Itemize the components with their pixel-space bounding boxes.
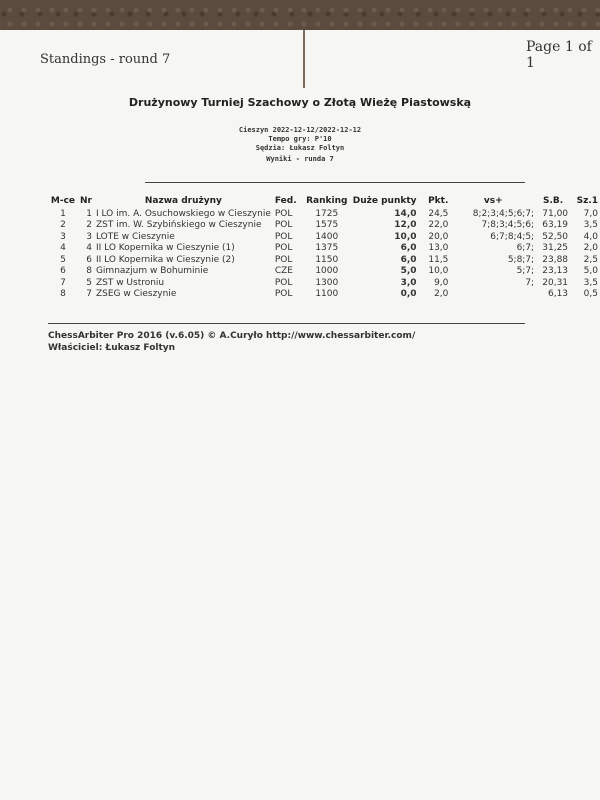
table-row bbox=[48, 243, 600, 255]
cell-sz: 0,5 bbox=[583, 289, 598, 300]
cell-ranking: 1100 bbox=[315, 289, 339, 300]
header-sb: S.B. bbox=[542, 196, 564, 206]
cell-vs: 7;8;3;4;5;6; bbox=[481, 220, 535, 231]
cell-sz: 5,0 bbox=[583, 266, 598, 277]
cell-mce: 8 bbox=[60, 289, 66, 300]
results-sheet bbox=[0, 30, 600, 800]
cell-sb: 23,13 bbox=[542, 266, 569, 277]
cell-ranking: 1575 bbox=[315, 220, 339, 231]
judge: Sędzia: Łukasz Foltyn bbox=[255, 144, 345, 152]
cell-name: ZST w Ustroniu bbox=[95, 277, 165, 288]
header-sz: Sz.1 bbox=[576, 196, 598, 206]
cell-pkt: 11,5 bbox=[428, 254, 449, 265]
cell-duze: 6,0 bbox=[400, 254, 417, 265]
cell-vs bbox=[450, 289, 536, 301]
table-row bbox=[48, 277, 600, 289]
cell-fed: POL bbox=[274, 208, 293, 219]
table-row bbox=[48, 220, 600, 232]
tempo: Tempo gry: P'10 bbox=[268, 135, 332, 143]
cell-ranking: 1300 bbox=[315, 277, 339, 288]
cell-sz: 3,5 bbox=[583, 277, 598, 288]
paper-fold bbox=[303, 30, 305, 88]
cell-pkt: 22,0 bbox=[428, 220, 449, 231]
cell-mce: 2 bbox=[60, 220, 66, 231]
header-ranking: Ranking bbox=[306, 196, 348, 206]
cell-name: I LO im. A. Osuchowskiego w Cieszynie bbox=[95, 208, 271, 219]
cell-sb: 6,13 bbox=[547, 289, 569, 300]
cell-pkt: 24,5 bbox=[428, 208, 449, 219]
cell-fed: POL bbox=[274, 277, 293, 288]
cell-fed: CZE bbox=[274, 266, 293, 277]
cell-duze: 10,0 bbox=[394, 231, 417, 242]
cell-duze: 5,0 bbox=[400, 266, 417, 277]
cell-nr: 2 bbox=[86, 220, 92, 231]
cell-sz: 2,0 bbox=[583, 243, 598, 254]
cell-ranking: 1150 bbox=[315, 254, 339, 265]
cell-fed: POL bbox=[274, 254, 293, 265]
cell-vs: 6;7;8;4;5; bbox=[490, 231, 535, 242]
page-number: Page 1 of 1 bbox=[526, 39, 592, 71]
owner-line: Właściciel: Łukasz Foltyn bbox=[48, 343, 176, 353]
cell-mce: 5 bbox=[60, 254, 66, 265]
cell-sb: 63,19 bbox=[542, 220, 569, 231]
cell-vs: 5;8;7; bbox=[507, 254, 535, 265]
cell-pkt: 13,0 bbox=[428, 243, 449, 254]
cell-ranking: 1000 bbox=[315, 266, 339, 277]
cell-nr: 7 bbox=[86, 289, 92, 300]
cell-pkt: 9,0 bbox=[434, 277, 449, 288]
cell-duze: 3,0 bbox=[400, 277, 417, 288]
cell-name: LOTE w Cieszynie bbox=[95, 231, 175, 242]
cell-ranking: 1400 bbox=[315, 231, 339, 242]
cell-sb: 71,00 bbox=[542, 208, 569, 219]
standings-table bbox=[48, 194, 600, 300]
cell-ranking: 1725 bbox=[315, 208, 339, 219]
cell-vs: 8;2;3;4;5;6;7; bbox=[472, 208, 535, 219]
cell-sb: 20,31 bbox=[542, 277, 569, 288]
standings-label: Standings - round 7 bbox=[40, 52, 171, 67]
cell-nr: 8 bbox=[86, 266, 92, 277]
cell-pkt: 10,0 bbox=[428, 266, 449, 277]
bottom-rule bbox=[48, 323, 525, 324]
tournament-title: Drużynowy Turniej Szachowy o Złotą Wieżę Piastowską bbox=[128, 96, 472, 109]
cell-nr: 5 bbox=[86, 277, 92, 288]
top-rule bbox=[145, 182, 525, 183]
cell-pkt: 2,0 bbox=[434, 289, 449, 300]
cell-nr: 3 bbox=[86, 231, 92, 242]
table-row bbox=[48, 208, 600, 220]
cell-duze: 14,0 bbox=[394, 208, 417, 219]
cell-fed: POL bbox=[274, 289, 293, 300]
cell-nr: 4 bbox=[86, 243, 92, 254]
cell-sz: 7,0 bbox=[583, 208, 598, 219]
cell-nr: 6 bbox=[86, 254, 92, 265]
cell-sb: 31,25 bbox=[542, 243, 569, 254]
cell-sz: 4,0 bbox=[583, 231, 598, 242]
cell-sb: 23,88 bbox=[542, 254, 569, 265]
cell-sb: 52,50 bbox=[542, 231, 569, 242]
cell-duze: 12,0 bbox=[394, 220, 417, 231]
cell-pkt: 20,0 bbox=[428, 231, 449, 242]
header-duze: Duże punkty bbox=[352, 196, 417, 206]
cell-ranking: 1375 bbox=[315, 243, 339, 254]
cell-duze: 6,0 bbox=[400, 243, 417, 254]
cell-fed: POL bbox=[274, 243, 293, 254]
cell-fed: POL bbox=[274, 220, 293, 231]
cell-fed: POL bbox=[274, 231, 293, 242]
header-name: Nazwa drużyny bbox=[144, 196, 222, 206]
cell-nr: 1 bbox=[86, 208, 92, 219]
header-nr: Nr bbox=[79, 196, 92, 206]
cell-name: ZSEG w Cieszynie bbox=[95, 289, 177, 300]
cell-mce: 3 bbox=[60, 231, 66, 242]
header-mce: M-ce bbox=[50, 196, 76, 206]
table-row bbox=[48, 231, 600, 243]
cell-name: ZST im. W. Szybińskiego w Cieszynie bbox=[95, 220, 262, 231]
cell-mce: 6 bbox=[60, 266, 66, 277]
cell-sz: 2,5 bbox=[583, 254, 598, 265]
cell-vs: 6;7; bbox=[516, 243, 535, 254]
cell-vs: 7; bbox=[525, 277, 535, 288]
cell-name: II LO Kopernika w Cieszynie (2) bbox=[95, 254, 235, 265]
cell-vs: 5;7; bbox=[516, 266, 535, 277]
table-row bbox=[48, 254, 600, 266]
cell-name: Gimnazjum w Bohuminie bbox=[95, 266, 209, 277]
cell-duze: 0,0 bbox=[400, 289, 417, 300]
header-pkt: Pkt. bbox=[428, 196, 449, 206]
header-vs: vs+ bbox=[483, 196, 503, 206]
header-fed: Fed. bbox=[274, 196, 297, 206]
results-label: Wyniki - runda 7 bbox=[266, 155, 334, 163]
table-row bbox=[48, 289, 600, 301]
table-header-row bbox=[48, 194, 600, 208]
cell-name: II LO Kopernika w Cieszynie (1) bbox=[95, 243, 235, 254]
cell-mce: 1 bbox=[60, 208, 66, 219]
place-dates: Cieszyn 2022-12-12/2022-12-12 bbox=[238, 126, 362, 134]
software-credit: ChessArbiter Pro 2016 (v.6.05) © A.Curyło http://www.chessarbiter.com/ bbox=[48, 331, 416, 341]
cell-mce: 7 bbox=[60, 277, 66, 288]
table-row bbox=[48, 266, 600, 278]
cell-sz: 3,5 bbox=[583, 220, 598, 231]
cell-mce: 4 bbox=[60, 243, 66, 254]
